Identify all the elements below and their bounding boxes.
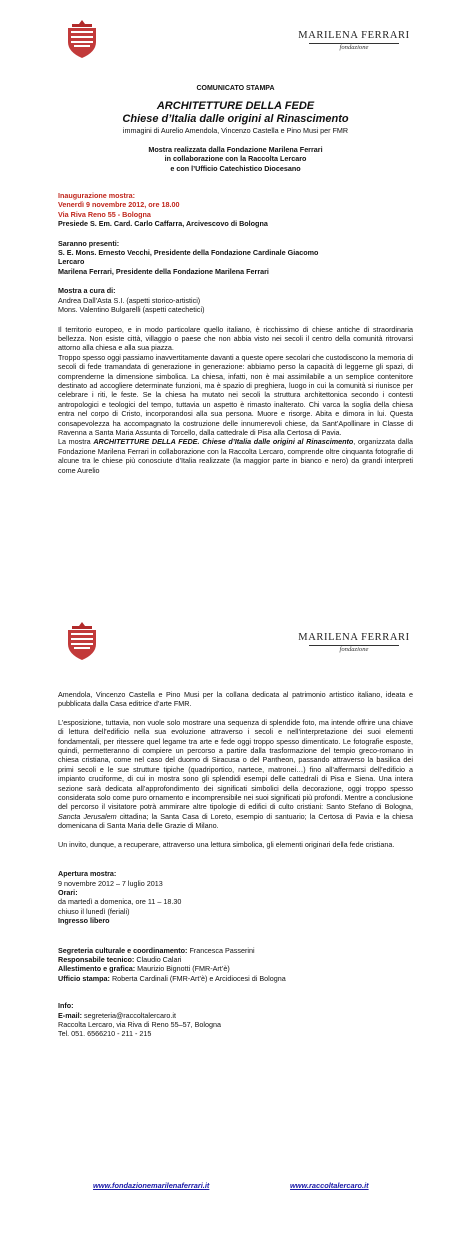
attendees-line-1: S. E. Mons. Ernesto Vecchi, Presidente della Fondazione Cardinale Giacomo bbox=[58, 248, 319, 258]
inauguration-president: Presiede S. Em. Card. Carlo Caffarra, Arcivescovo di Bologna bbox=[58, 219, 268, 229]
hours-label: Orari bbox=[58, 887, 76, 897]
body-paragraph-2: Troppo spesso oggi passiamo inavvertitamente davanti a queste opere secolari che custodiscono la memoria di secoli di fede tramandata di generazione in generazione: abbiamo perso la capacità di leggerne gli spazi, di comprenderne la dimensione simbolica. La chiesa, infatti, non è mai assimilabile a un semplice contenitore destinato ad accogliere determinate funzioni, ma è spazio di preghiera, luogo in cui la comunità si riunisce per celebrare i riti, le feste. Se la chiesa ha mutato nei secoli la struttura architettonica secondo i contesti antropologici e teologici del tempo, tuttavia un aspetto è rimasto inalterato. Chi varca la soglia della chiesa entra nel corpo di Cristo, incorporandosi alla sua persona. Muore e risorge. Abita e dimora in lui. Questa consapevolezza ha accompagnato la costruzione delle innumerevoli chiese, da Sant’Apollinare in Classe di Ravenna a Santa Maria Assunta di Torcello, dalla cattedrale di Pisa alla Certosa di Pavia. bbox=[58, 352, 413, 437]
lercaro-website-link[interactable]: www.raccoltalercaro.it bbox=[290, 1181, 369, 1190]
email-address[interactable]: segreteria@raccoltalercaro.it bbox=[83, 1010, 176, 1020]
photographers-line: immagini di Aurelio Amendola, Vincenzo Castella e Pino Musi per FMR bbox=[122, 126, 349, 136]
p3-rest: , organizzata dalla Fondazione Marilena Ferrari in collaborazione con la Raccolta Lercaro, comprende oltre cinquanta fotografie di alcune tra le chiese più conosciute d’Italia realizzate (la maggior parte in bianco e nero) da grandi interpreti come Aurelio bbox=[58, 437, 413, 475]
brand-name: MARILENA FERRARI bbox=[298, 30, 410, 41]
staff-name: Roberta Cardinali (FMR-Art’è) e Arcidiocesi di Bologna bbox=[111, 973, 286, 983]
exhibit-line-2: in collaborazione con la Raccolta Lercaro bbox=[164, 154, 307, 164]
body2-paragraph-1: Amendola, Vincenzo Castella e Pino Musi per la collana dedicata al patrimonio artistico italiano, ideata e pubblicata dalla Casa editrice d’arte FMR. bbox=[58, 690, 413, 709]
press-label: COMUNICATO STAMPA bbox=[196, 85, 275, 92]
opening-label-line: Apertura mostra: bbox=[58, 869, 117, 879]
exhibit-title: ARCHITETTURE DELLA FEDE bbox=[156, 100, 315, 113]
staff-role: Responsabile tecnico bbox=[58, 954, 132, 964]
fondazione-brand-2 bbox=[298, 632, 410, 654]
p3-title: ARCHITETTURE DELLA FEDE. Chiese d’Italia dalle origini al Rinascimento bbox=[93, 437, 354, 447]
address-line: Raccolta Lercaro, via Riva di Reno 55–57, Bologna bbox=[58, 1019, 222, 1029]
email-line: E-mail: segreteria@raccoltalercaro.it bbox=[58, 1010, 176, 1020]
staff-row: Ufficio stampa: Roberta Cardinali (FMR-Art’è) e Arcidiocesi di Bologna bbox=[58, 973, 286, 983]
staff-row: Responsabile tecnico: Claudio Calari bbox=[58, 954, 182, 964]
brand-subtitle-2: fondazione bbox=[339, 646, 369, 653]
staff-name: Maurizio Bignotti (FMR-Art’è) bbox=[137, 964, 230, 974]
opening-dates: 9 novembre 2012 – 7 luglio 2013 bbox=[58, 878, 163, 888]
fondazione-crest-logo bbox=[63, 18, 101, 60]
staff-name: Claudio Calari bbox=[136, 954, 182, 964]
curators-label: Mostra a cura di: bbox=[58, 286, 116, 296]
staff-row: Allestimento e grafica: Maurizio Bignotti (FMR-Art’è) bbox=[58, 964, 230, 974]
opening-hours: da martedì a domenica, ore 11 – 18.30 bbox=[58, 897, 182, 907]
exhibit-line-3: e con l’Ufficio Catechistico Diocesano bbox=[170, 163, 301, 173]
attendees-line-2: Lercaro bbox=[58, 257, 85, 267]
p2-italic: Sancta Jerusalem bbox=[58, 811, 117, 821]
foundation-website-link[interactable]: www.fondazionemarilenaferrari.it bbox=[93, 1181, 210, 1190]
inauguration-date: Venerdì 9 novembre 2012, ore 18.00 bbox=[58, 200, 180, 210]
staff-name: Francesca Passerini bbox=[189, 945, 255, 955]
brand-name-2: MARILENA FERRARI bbox=[298, 632, 410, 643]
body-paragraph-3 bbox=[58, 437, 413, 475]
p2-part-a: L’esposizione, tuttavia, non vuole solo mostrare una sequenza di splendide foto, ma intende offrire una chiave di lettura dell’edificio nella sua evoluzione attraverso i secoli e nell’interpretazione dei suoi elementi fondamentali, per ritessere quel legame tra arte e fede oggi troppo spesso dimenticato. Le fotografie esposte, quindi, permetteranno di compiere un percorso a partire dalla trasformazione del tempio greco-romano in chiesa cristiana, come nel caso del duomo di Siracusa o del Pantheon, passando attraverso la basilica dei primi secoli e le sue strutture tipiche (quadriportico, nartece, matronei…) fino all’affermarsi dell’edificio a impianto cruciforme, di cui in mostra sono gli splendidi esempi delle cattedrali di Pisa e Siena. Una intera sezione sarà dedicata all’approfondimento dei significati simbolici della decorazione, oggi troppo spesso considerata solo come puro ornamento e incomprensibile nei suoi significati più profondi. Mentre a conclusione del percorso il visitatore potrà ammirare altre tipologie di edifici di culto cristiani: Santo Stefano di Bologna, bbox=[58, 717, 413, 812]
closed-days: chiuso il lunedì (feriali) bbox=[58, 906, 130, 916]
fondazione-crest-logo-2 bbox=[63, 620, 101, 662]
curators-line-2: Mons. Valentino Bulgarelli (aspetti catechetici) bbox=[58, 305, 205, 315]
brand-subtitle: fondazione bbox=[339, 44, 369, 51]
body2-paragraph-3: Un invito, dunque, a recuperare, attraverso una lettura simbolica, gli elementi originari della fede cristiana. bbox=[58, 839, 395, 849]
hours-label-line: Orari: bbox=[58, 887, 78, 897]
staff-row: Segreteria culturale e coordinamento: Francesca Passerini bbox=[58, 945, 255, 955]
staff-role: Segreteria culturale e coordinamento bbox=[58, 945, 186, 955]
page-one bbox=[58, 84, 413, 475]
p2-part-b: cittadina; la Santa Casa di Loreto, esempio di santuario; la Certosa di Pavia e la chiesa domenicana di Santa Maria delle Grazie di Milano. bbox=[58, 811, 413, 831]
opening-label: Apertura mostra bbox=[58, 869, 114, 879]
exhibit-subtitle: Chiese d’Italia dalle origini al Rinascimento bbox=[122, 113, 349, 126]
staff-role: Allestimento e grafica bbox=[58, 964, 133, 974]
inauguration-place: Via Riva Reno 55 - Bologna bbox=[58, 209, 151, 219]
email-label: E-mail bbox=[58, 1010, 80, 1020]
body-paragraph-1: Il territorio europeo, e in modo particolare quello italiano, è ricchissimo di chiese antiche di straordinaria bellezza. Non esiste città, villaggio o paese che non abbia visto nei secoli il centro della comunità ritrovarsi attorno alla chiesa e alla sua piazza. bbox=[58, 324, 413, 353]
inauguration-label: Inaugurazione mostra: bbox=[58, 191, 136, 201]
p3-intro: La mostra bbox=[58, 437, 94, 447]
attendees-label: Saranno presenti: bbox=[58, 238, 120, 248]
exhibit-line-1: Mostra realizzata dalla Fondazione Marilena Ferrari bbox=[148, 144, 323, 154]
curators-line-1: Andrea Dall’Asta S.I. (aspetti storico-artistici) bbox=[58, 295, 201, 305]
attendees-line-3: Marilena Ferrari, Presidente della Fondazione Marilena Ferrari bbox=[58, 266, 269, 276]
info-label: Info: bbox=[58, 1001, 74, 1011]
phone-line: Tel. 051. 6566210 - 211 - 215 bbox=[58, 1029, 152, 1039]
fondazione-brand bbox=[298, 30, 410, 52]
staff-role: Ufficio stampa bbox=[58, 973, 108, 983]
page-two bbox=[58, 690, 413, 1039]
body2-paragraph-2 bbox=[58, 718, 413, 831]
entry-info: Ingresso libero bbox=[58, 916, 110, 926]
